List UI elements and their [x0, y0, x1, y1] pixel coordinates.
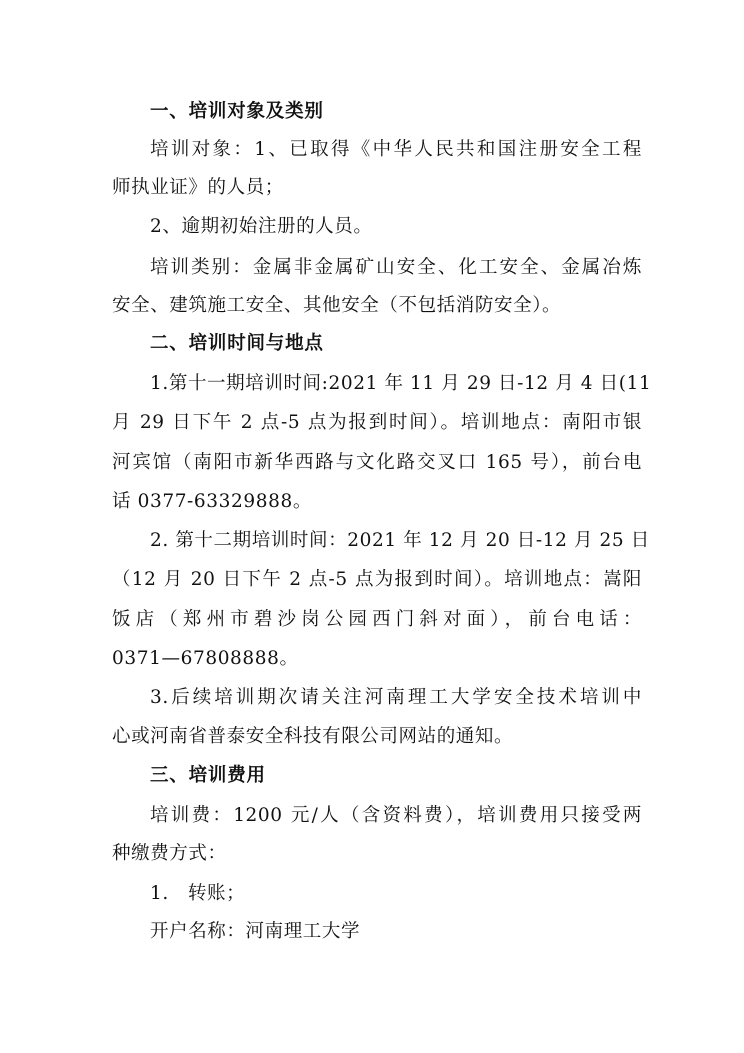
session-11-line-4: 话 0377-63329888。 — [112, 491, 312, 512]
fee-line-2: 种缴费方式： — [112, 843, 227, 864]
session-11-line-3: 河宾馆（南阳市新华西路与文化路交叉口 165 号），前台电 — [112, 452, 642, 473]
session-12-line-3: 饭店（郑州市碧沙岗公园西门斜对面），前台电话： — [112, 609, 642, 630]
session-11-line-2: 月 29 日下午 2 点-5 点为报到时间）。培训地点：南阳市银 — [112, 412, 642, 433]
future-sessions-line-1: 3.后续培训期次请关注河南理工大学安全技术培训中 — [150, 687, 642, 708]
section-heading-1: 一、培训对象及类别 — [150, 101, 324, 122]
section-heading-2: 二、培训时间与地点 — [150, 333, 324, 354]
session-12-line-4: 0371—67808888。 — [112, 648, 299, 669]
training-category-line-2: 安全、建筑施工安全、其他安全（不包括消防安全）。 — [112, 295, 562, 316]
session-12-line-1: 2. 第十二期培训时间：2021 年 12 月 20 日-12 月 25 日 — [150, 530, 650, 551]
session-12-line-2: （12 月 20 日下午 2 点-5 点为报到时间）。培训地点：嵩阳 — [112, 569, 642, 590]
fee-line-1: 培训费：1200 元/人（含资料费），培训费用只接受两 — [150, 805, 642, 826]
training-target-line-2: 师执业证》的人员； — [112, 177, 284, 198]
payment-method-1: 1. 转账； — [150, 883, 246, 904]
training-target-item-2: 2、逾期初始注册的人员。 — [150, 216, 373, 237]
session-11-line-1: 1.第十一期培训时间:2021 年 11 月 29 日-12 月 4 日(11 — [150, 373, 652, 394]
future-sessions-line-2: 心或河南省普泰安全科技有限公司网站的通知。 — [112, 726, 514, 747]
training-target-line-1: 培训对象：1、已取得《中华人民共和国注册安全工程 — [150, 139, 642, 160]
section-heading-3: 三、培训费用 — [150, 765, 266, 786]
account-name: 开户名称：河南理工大学 — [150, 921, 361, 942]
training-category-line-1: 培训类别：金属非金属矿山安全、化工安全、金属冶炼 — [150, 257, 642, 278]
